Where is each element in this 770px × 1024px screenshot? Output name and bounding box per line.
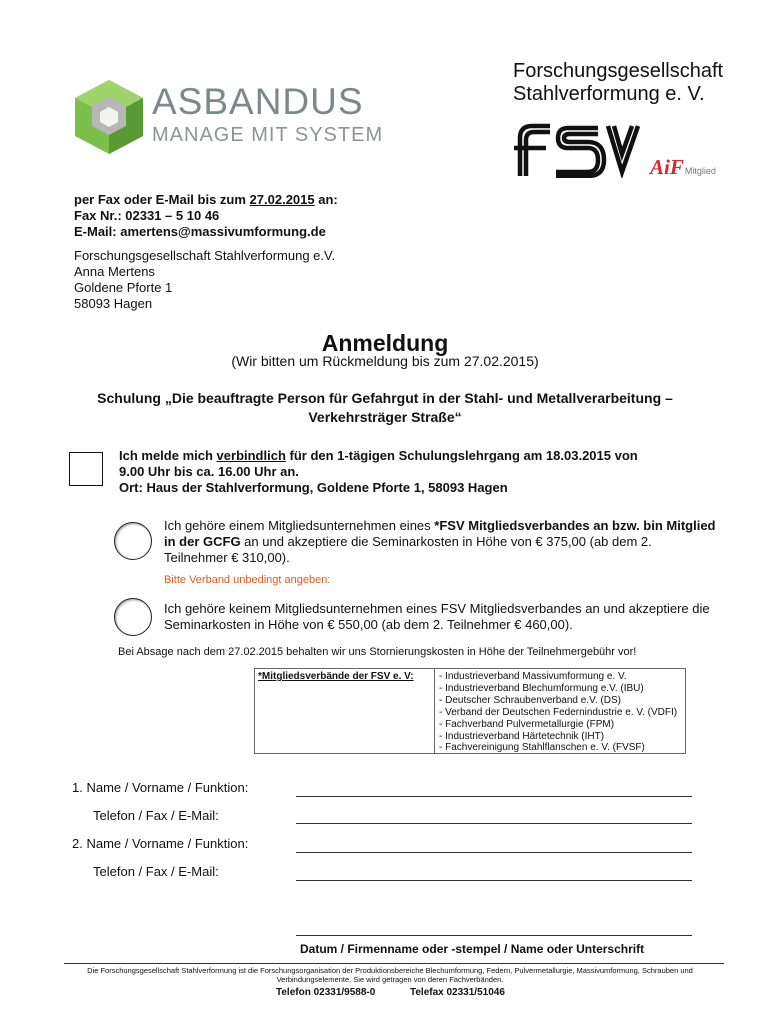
cancellation-note: Bei Absage nach dem 27.02.2015 behalten wir uns Stornierungskosten in Höhe der Teilnehmergebühr vor!: [118, 646, 637, 658]
list-item: - Industrieverband Blechumformung e.V. (IBU): [439, 682, 644, 694]
page-title: Anmeldung: [321, 330, 449, 356]
list-item: - Industrieverband Massivumformung e. V.: [439, 671, 627, 682]
footer-phone: Telefon 02331/9588-0: [276, 987, 376, 998]
asbandus-logo-icon: [70, 78, 148, 156]
member-radio[interactable]: [114, 522, 152, 560]
signature-label: Datum / Firmenname oder -stempel / Name oder Unterschrift: [300, 942, 645, 956]
nonmember-option-text: Ich gehöre keinem Mitgliedsunternehmen eines FSV Mitgliedsverbandes an und akzeptiere die Seminarkosten in Höhe von € 550,00 (ab dem 2. Teilnehmer € 460,00).: [164, 601, 710, 632]
association-note: Bitte Verband unbedingt angeben:: [164, 574, 331, 586]
list-item: - Fachverband Pulvermetallurgie (FPM): [439, 718, 615, 730]
member-associations-table: [254, 668, 686, 754]
participant1-contact-field[interactable]: [296, 823, 692, 824]
table-header: *Mitgliedsverbände der FSV e. V:: [255, 669, 435, 753]
asbandus-tagline: MANAGE MIT SYSTEM: [152, 124, 384, 146]
send-instruction: [74, 192, 338, 240]
registration-text: Ich melde mich verbindlich für den 1-tägigen Schulungslehrgang am 18.03.2015 von 9.00 Uhr bis ca. 16.00 Uhr an. Ort: Haus der Stahlverformung, Goldene Pforte 1, 58093 Hagen: [119, 448, 638, 495]
association-list: [439, 671, 677, 754]
participant1-name-field[interactable]: [296, 796, 692, 797]
footer-text: Die Forschungsgesellschaft Stahlverformung ist die Forschungsorganisation der Produktionsbereiche Blechumformung, Federn, Pulvermetallurgie, Massivumformung, Schrauben und Verbindungselemente. Sie wird getragen von deren Fachverbänden.: [87, 966, 693, 984]
signature-field[interactable]: [296, 935, 692, 936]
list-item: - Verband der Deutschen Federnindustrie e. V. (VDFI): [439, 706, 678, 718]
reply-deadline: (Wir bitten um Rückmeldung bis zum 27.02.2015): [231, 353, 539, 369]
participant2-name-field[interactable]: [296, 852, 692, 853]
nonmember-radio[interactable]: [114, 598, 152, 636]
participant2-name-label: 2. Name / Vorname / Funktion:: [72, 836, 249, 851]
aif-member-tag: Mitglied: [684, 166, 716, 176]
participant1-contact-label: Telefon / Fax / E-Mail:: [93, 808, 219, 823]
footer-divider: [64, 963, 724, 964]
course-title: Schulung „Die beauftragte Person für Gefahrgut in der Stahl- und Metallverarbeitung – Verkehrsträger Straße“: [97, 390, 673, 425]
member-option-text: Ich gehöre einem Mitgliedsunternehmen eines *FSV Mitgliedsverbandes an bzw. bin Mitglied in der GCFG an und akzeptiere die Seminarkosten in Höhe von € 375,00 (ab dem 2. Teilnehmer € 310,00).: [164, 518, 716, 565]
participant2-contact-field[interactable]: [296, 880, 692, 881]
fax-number: Fax Nr.: 02331 – 5 10 46: [74, 208, 220, 223]
participant2-contact-label: Telefon / Fax / E-Mail:: [93, 864, 219, 879]
registration-checkbox[interactable]: [69, 452, 103, 486]
fsv-logo-icon: [512, 120, 642, 178]
fsv-org-name: Forschungsgesellschaft Stahlverformung e. V.: [513, 60, 724, 105]
list-item: - Industrieverband Härtetechnik (IHT): [439, 730, 605, 742]
asbandus-name: ASBANDUS: [152, 81, 364, 122]
aif-logo-text: AiF: [650, 155, 684, 179]
aif-member-logo: [650, 155, 722, 179]
recipient-address: Forschungsgesellschaft Stahlverformung e.V. Anna Mertens Goldene Pforte 1 58093 Hagen: [74, 248, 336, 311]
list-item: - Deutscher Schraubenverband e.V. (DS): [439, 694, 621, 706]
participant1-name-label: 1. Name / Vorname / Funktion:: [72, 780, 249, 795]
email-address: E-Mail: amertens@massivumformung.de: [74, 224, 326, 239]
send-deadline: per Fax oder E-Mail bis zum 27.02.2015 an:: [74, 192, 338, 207]
footer-fax: Telefax 02331/51046: [410, 987, 505, 998]
list-item: - Fachvereinigung Stahlflanschen e. V. (FVSF): [439, 742, 645, 754]
